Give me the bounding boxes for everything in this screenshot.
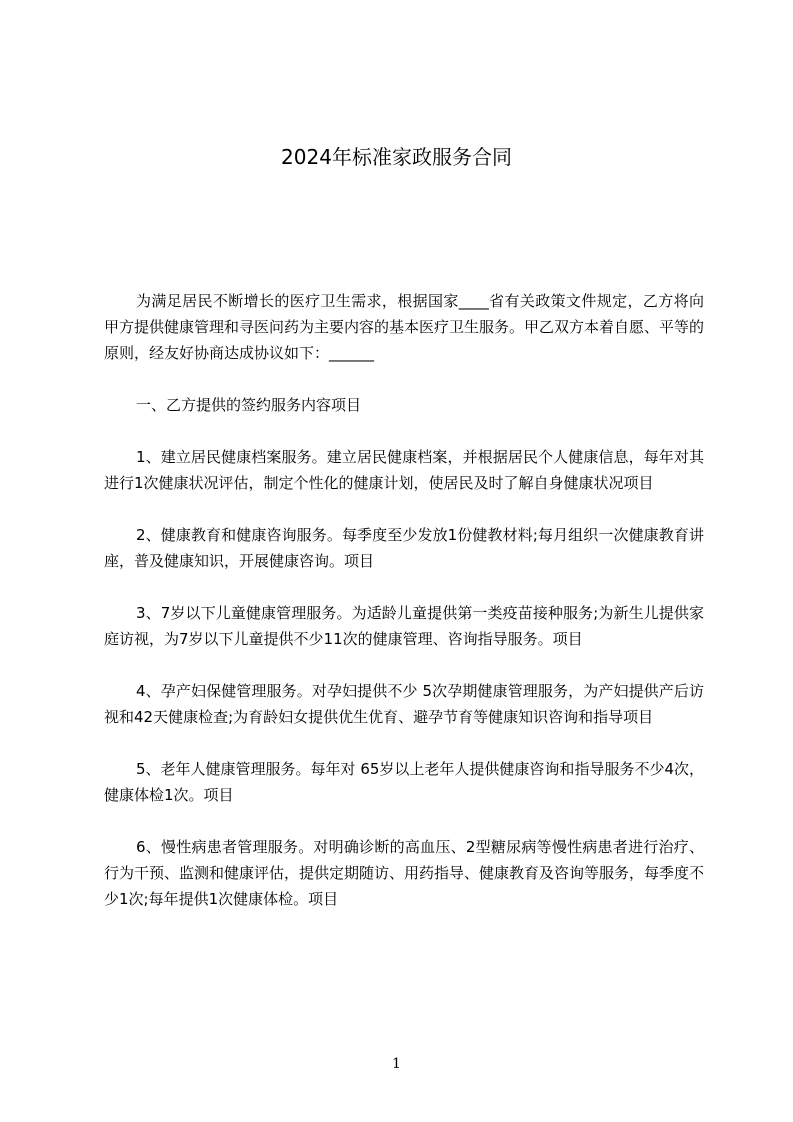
document-body xyxy=(104,288,704,912)
paragraph-gap xyxy=(104,574,704,600)
paragraph-gap xyxy=(104,418,704,444)
paragraph-gap xyxy=(104,652,704,678)
item-paragraph: 2、健康教育和健康咨询服务。每季度至少发放1份健教材料;每月组织一次健康教育讲座，普及健康知识，开展健康咨询。项目 xyxy=(104,526,704,570)
item-paragraph: 6、慢性病患者管理服务。对明确诊断的高血压、2型糖尿病等慢性病患者进行治疗、行为干预、监测和健康评估，提供定期随访、用药指导、健康教育及咨询等服务，每季度不少1次;每年提供1次健康体检。项目 xyxy=(104,838,705,908)
item-paragraph: 3、7岁以下儿童健康管理服务。为适龄儿童提供第一类疫苗接种服务;为新生儿提供家庭访视，为7岁以下儿童提供不少11次的健康管理、咨询指导服务。项目 xyxy=(104,604,704,648)
page-number: 1 xyxy=(392,1056,401,1072)
item-paragraph: 4、孕产妇保健管理服务。对孕妇提供不少 5次孕期健康管理服务，为产妇提供产后访视和42天健康检查;为育龄妇女提供优生优育、避孕节育等健康知识咨询和指导项目 xyxy=(104,682,704,726)
paragraph-gap xyxy=(104,730,704,756)
paragraph-gap xyxy=(104,808,704,834)
paragraph-gap xyxy=(104,366,704,392)
document-title: 2024年标准家政服务合同 xyxy=(281,145,512,169)
item-paragraph: 5、老年人健康管理服务。每年对 65岁以上老年人提供健康咨询和指导服务不少4次，健康体检1次。项目 xyxy=(104,760,704,804)
item-paragraph: 1、建立居民健康档案服务。建立居民健康档案，并根据居民个人健康信息，每年对其进行1次健康状况评估，制定个性化的健康计划，使居民及时了解自身健康状况项目 xyxy=(104,448,704,492)
section-heading: 一、乙方提供的签约服务内容项目 xyxy=(136,396,362,414)
intro-paragraph: 为满足居民不断增长的医疗卫生需求，根据国家____省有关政策文件规定，乙方将向甲方提供健康管理和寻医问药为主要内容的基本医疗卫生服务。甲乙双方本着自愿、平等的原则，经友好协商达成协议如下：______ xyxy=(104,292,705,362)
paragraph-gap xyxy=(104,496,704,522)
